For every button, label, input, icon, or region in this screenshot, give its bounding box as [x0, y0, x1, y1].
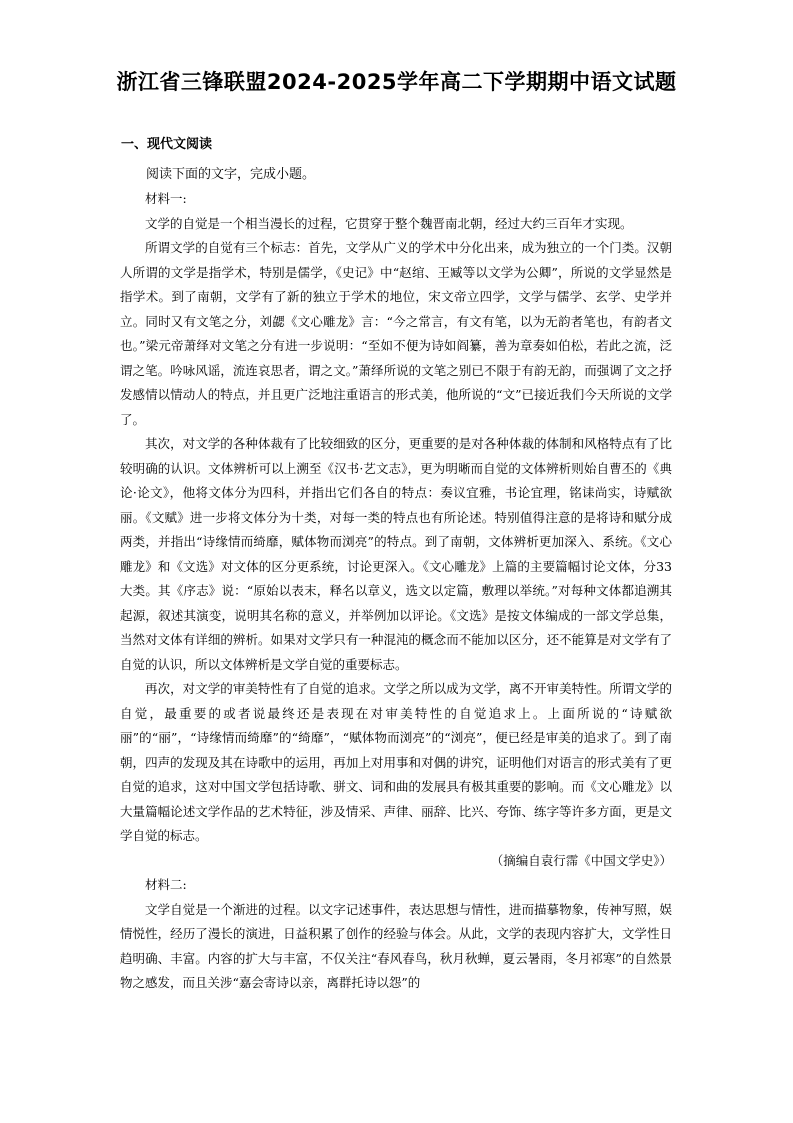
- material-1-paragraph: 其次，对文学的各种体裁有了比较细致的区分，更重要的是对各种体裁的体制和风格特点有了比较明确的认识。文体辨析可以上溯至《汉书·艺文志》，更为明晰而自觉的文体辨析则始自曹丕的《典论·论文》，他将文体分为四科，并指出它们各自的特点：奏议宜雅，书论宜理，铭诔尚实，诗赋欲丽。《文赋》进一步将文体分为十类，对每一类的特点也有所论述。特别值得注意的是将诗和赋分成两类，并指出“诗缘情而绮靡，赋体物而浏亮”的特点。到了南朝，文体辨析更加深入、系统。《文心雕龙》和《文选》对文体的区分更系统，讨论更深入。《文心雕龙》上篇的主要篇幅讨论文体，分33大类。其《序志》说：“原始以表末，释名以章义，选文以定篇，敷理以举统。”对每种文体都追溯其起源，叙述其演变，说明其名称的意义，并举例加以评论。《文选》是按文体编成的一部文学总集，当然对文体有详细的辨析。如果对文学只有一种混沌的概念而不能加以区分，还不能算是对文学有了自觉的认识，所以文体辨析是文学自觉的重要标志。: [120, 436, 672, 672]
- material-1-paragraph: 所谓文学的自觉有三个标志：首先，文学从广义的学术中分化出来，成为独立的一个门类。汉朝人所谓的文学是指学术，特别是儒学，《史记》中“赵绾、王臧等以文学为公卿”，所说的文学显然是指学术。到了南朝，文学有了新的独立于学术的地位，宋文帝立四学，文学与儒学、玄学、史学并立。同时又有文笔之分，刘勰《文心雕龙》言：“今之常言，有文有笔，以为无韵者笔也，有韵者文也。”梁元帝萧绎对文笔之分有进一步说明：“至如不便为诗如阎纂，善为章奏如伯松，若此之流，泛谓之笔。吟咏风谣，流连哀思者，谓之文。”萧绎所说的文笔之别已不限于有韵无韵，而强调了文之抒发感情以情动人的特点，并且更广泛地注重语言的形式美，他所说的“文”已接近我们今天所说的文学了。: [120, 240, 672, 427]
- reading-instruction: 阅读下面的文字，完成小题。: [146, 167, 316, 182]
- material-1-source: （摘编自袁行霈《中国文学史》）: [490, 852, 672, 868]
- section-heading: 一、现代文阅读: [121, 137, 213, 152]
- material-1-paragraph: 再次，对文学的审美特性有了自觉的追求。文学之所以成为文学，离不开审美特性。所谓文学的自觉，最重要的或者说最终还是表现在对审美特性的自觉追求上。上面所说的“诗赋欲丽”的“丽”，“诗缘情而绮靡”的“绮靡”，“赋体物而浏亮”的“浏亮”，便已经是审美的追求了。到了南朝，四声的发现及其在诗歌中的运用，再加上对用事和对偶的讲究，证明他们对语言的形式美有了更自觉的追求，这对中国文学包括诗歌、骈文、词和曲的发展具有极其重要的影响。而《文心雕龙》以大量篇幅论述文学作品的艺术特征，涉及情采、声律、丽辞、比兴、夸饰、练字等许多方面，更是文学自觉的标志。: [120, 681, 672, 843]
- material-1-paragraph: 文学的自觉是一个相当漫长的过程，它贯穿于整个魏晋南北朝，经过大约三百年才实现。: [145, 215, 633, 231]
- document-title: 浙江省三锋联盟2024-2025学年高二下学期期中语文试题: [116, 70, 677, 94]
- material-1-label: 材料一:: [145, 191, 187, 206]
- material-2-paragraph: 文学自觉是一个渐进的过程。以文字记述事件，表达思想与情性，进而描摹物象，传神写照，娱情悦性，经历了漫长的演进，日益积累了创作的经验与体会。从此，文学的表现内容扩大，文学性日趋明确、丰富。内容的扩大与丰富，不仅关注“春风春鸟，秋月秋蝉，夏云暑雨，冬月祁寒”的自然景物之感发，而且关涉“嘉会寄诗以亲，离群托诗以怨”的: [120, 901, 672, 990]
- material-2-label: 材料二:: [145, 877, 187, 892]
- reading-passage: [120, 187, 672, 996]
